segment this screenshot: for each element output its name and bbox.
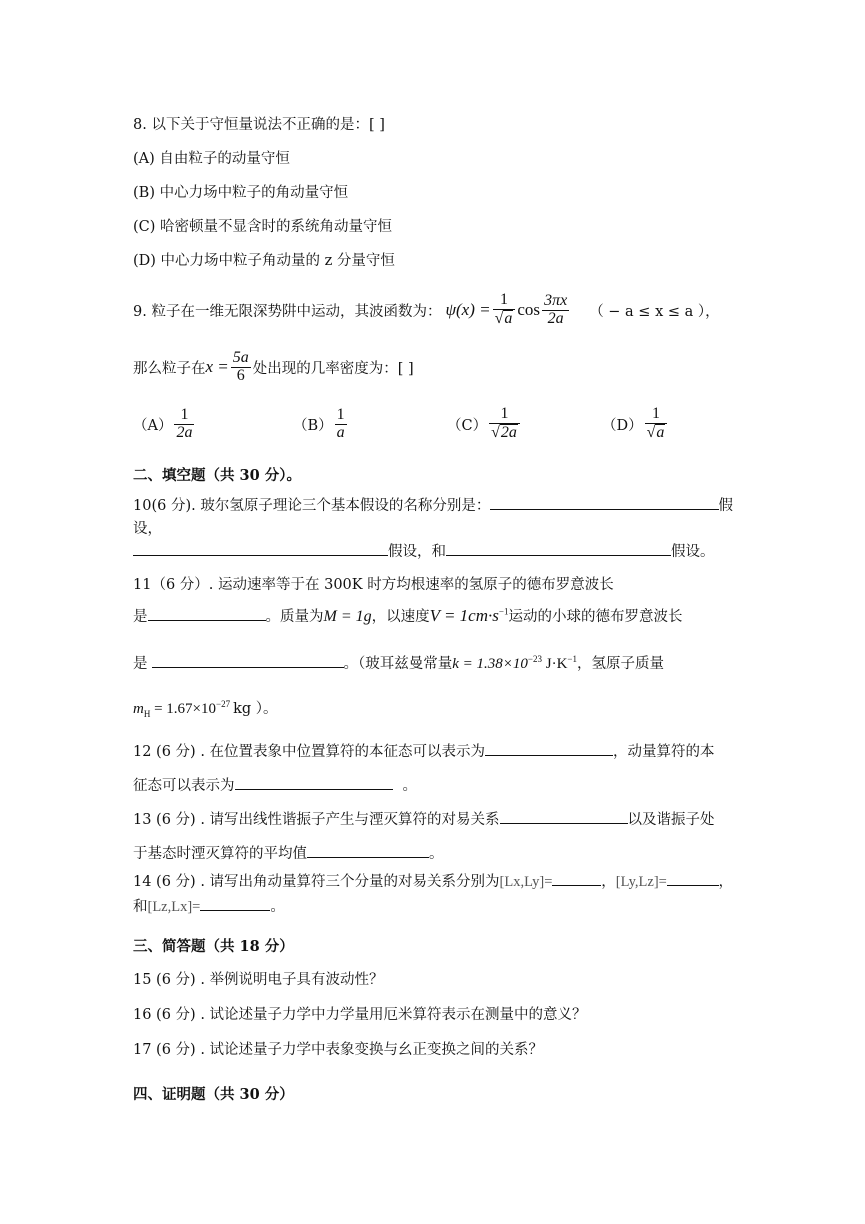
q11-speed-value bbox=[430, 606, 509, 626]
q9-option-b-num: 1 bbox=[336, 405, 345, 423]
q11-hydrogen-m: m bbox=[133, 701, 144, 717]
q12-blank-1[interactable] bbox=[485, 741, 613, 756]
q12-line-1 bbox=[133, 740, 733, 761]
q14-blank-3[interactable] bbox=[200, 896, 270, 911]
q11-mass-value: M = 1g bbox=[323, 608, 372, 625]
q9-line-2 bbox=[133, 343, 414, 391]
q13-line-1 bbox=[133, 808, 733, 829]
q11-blank-2[interactable] bbox=[152, 653, 344, 668]
q11-hydrogen-unit: kg ）。 bbox=[233, 701, 278, 717]
q12-prompt-2: 征态可以表示为 bbox=[133, 778, 235, 794]
q11-hydrogen-value: = 1.67×10 bbox=[150, 701, 217, 717]
q9-norm-sqrt: a bbox=[504, 310, 513, 327]
q11-hydrogen-sub: H bbox=[143, 709, 151, 719]
q13-suffix-1: 以及谐振子处 bbox=[627, 812, 715, 828]
q10-suffix-1: 假 bbox=[718, 498, 733, 514]
q8-option-a: (A) 自由粒子的动量守恒 bbox=[133, 151, 290, 167]
q9-option-a-den: 2a bbox=[176, 423, 193, 441]
q14-line-2 bbox=[133, 895, 285, 916]
q16: 16 (6 分) . 试论述量子力学中力学量用厄米算符表示在测量中的意义？ bbox=[133, 1007, 587, 1023]
q9-line-1 bbox=[133, 286, 720, 334]
q9-x-fraction bbox=[231, 350, 251, 385]
q12-line-2 bbox=[133, 774, 417, 795]
q8-option-d: (D) 中心力场中粒子角动量的 z 分量守恒 bbox=[133, 253, 395, 269]
q11-boltzmann-main: k = 1.38×10 bbox=[452, 656, 528, 672]
q11-boltzmann-label: 。（玻耳兹曼常量 bbox=[343, 656, 453, 672]
q10-line-3 bbox=[133, 540, 733, 561]
q11-line-2 bbox=[133, 605, 682, 626]
q13-end: 。 bbox=[429, 846, 444, 862]
q11-blank-1[interactable] bbox=[148, 606, 266, 621]
q9-option-d-num: 1 bbox=[652, 405, 661, 423]
q9-x-eq: x = bbox=[205, 357, 229, 376]
q13-prompt-2: 于基态时湮灭算符的平均值 bbox=[133, 846, 307, 862]
q10-suffix-3: 假设。 bbox=[671, 544, 715, 560]
q11-line-3 bbox=[133, 652, 733, 673]
q9-prefix: 9. 粒子在一维无限深势阱中运动，其波函数为： bbox=[133, 303, 442, 320]
q9-option-d bbox=[602, 400, 669, 448]
q9-option-d-fraction bbox=[645, 406, 668, 442]
q8-stem: 8. 以下关于守恒量说法不正确的是：[ ] bbox=[133, 117, 385, 133]
q9-option-b-label: （B） bbox=[293, 417, 333, 434]
q11-hydrogen-label: ，氢原子质量 bbox=[576, 656, 664, 672]
q9-line2-prefix: 那么粒子在 bbox=[133, 360, 206, 377]
q14-end: 。 bbox=[270, 899, 285, 915]
q9-option-c bbox=[447, 400, 522, 448]
q10-prompt: 10(6 分). 玻尔氢原子理论三个基本假设的名称分别是： bbox=[133, 498, 491, 514]
q10-blank-3[interactable] bbox=[446, 541, 671, 556]
q14-line-1 bbox=[133, 870, 733, 891]
q12-blank-2[interactable] bbox=[235, 775, 393, 790]
section-3-heading: 三、简答题（共 18 分） bbox=[133, 938, 294, 955]
q8-option-c: (C) 哈密顿量不显含时的系统角动量守恒 bbox=[133, 219, 393, 235]
q9-option-c-den: √2a bbox=[489, 423, 520, 442]
q14-commutator-xy: [Lx,Ly]= bbox=[499, 874, 553, 890]
section-2-heading: 二、填空题（共 30 分）。 bbox=[133, 467, 302, 484]
q11-line-1: 11（6 分）. 运动速率等于在 300K 时方均根速率的氢原子的德布罗意波长 bbox=[133, 577, 614, 593]
q10-suffix-2: 假设，和 bbox=[388, 544, 446, 560]
q11-boltzmann-unit-exp: −1 bbox=[567, 654, 577, 664]
q9-option-b-den: a bbox=[336, 423, 345, 441]
q9-x-num: 5a bbox=[232, 348, 249, 366]
q14-blank-1[interactable] bbox=[552, 871, 601, 886]
q10-blank-1[interactable] bbox=[490, 495, 718, 510]
q13-prompt: 13 (6 分) . 请写出线性谐振子产生与湮灭算符的对易关系 bbox=[133, 812, 500, 828]
q9-cos-fraction bbox=[542, 293, 569, 328]
q11-speed-label: ，以速度 bbox=[371, 609, 430, 625]
q9-option-a-fraction bbox=[174, 407, 194, 442]
q13-blank-2[interactable] bbox=[307, 843, 429, 858]
q9-norm-num: 1 bbox=[500, 291, 508, 309]
q9-psi: ψ(x) = bbox=[445, 300, 491, 319]
q9-line2-suffix: 处出现的几率密度为：[ ] bbox=[252, 360, 414, 377]
q11-is-2: 是 bbox=[133, 656, 148, 672]
q11-mass-label: 。质量为 bbox=[265, 609, 324, 625]
q11-is-1: 是 bbox=[133, 609, 148, 625]
q10-line-1 bbox=[133, 494, 733, 515]
q14-sep-2: ， bbox=[718, 874, 733, 890]
section-4-heading: 四、证明题（共 30 分） bbox=[133, 1086, 294, 1103]
q9-option-c-label: （C） bbox=[447, 417, 488, 434]
q11-hydrogen-exp: −27 bbox=[216, 699, 231, 709]
q9-x-den: 6 bbox=[231, 367, 251, 385]
q11-speed-exp: −1 bbox=[498, 606, 509, 617]
q9-norm-den: √a bbox=[493, 309, 516, 328]
q9-cos-num: 3πx bbox=[544, 291, 568, 309]
q11-line-4 bbox=[133, 697, 278, 719]
q10-blank-2[interactable] bbox=[133, 541, 388, 556]
q14-commutator-zx: [Lz,Lx]= bbox=[147, 899, 201, 915]
q9-option-a-num: 1 bbox=[180, 405, 189, 423]
q9-option-c-fraction bbox=[489, 406, 520, 442]
q14-sep: ， bbox=[601, 874, 616, 890]
q9-option-c-num: 1 bbox=[500, 405, 509, 423]
q13-line-2 bbox=[133, 842, 444, 863]
q9-option-b-fraction bbox=[335, 407, 347, 442]
q14-commutator-yz: [Ly,Lz]= bbox=[615, 874, 667, 890]
q14-prompt: 14 (6 分) . 请写出角动量算符三个分量的对易关系分别为 bbox=[133, 874, 500, 890]
q9-option-d-label: （D） bbox=[602, 417, 643, 434]
q9-option-d-sqrt: a bbox=[656, 424, 665, 441]
q11-hydrogen-mass bbox=[133, 699, 230, 719]
q10-line-2: 设， bbox=[133, 521, 162, 537]
q12-prompt: 12 (6 分) . 在位置表象中位置算符的本征态可以表示为 bbox=[133, 744, 486, 760]
q9-norm-fraction bbox=[493, 292, 516, 328]
q12-end: 。 bbox=[402, 778, 417, 794]
q9-option-d-den: √a bbox=[645, 423, 668, 442]
q11-boltzmann-value bbox=[452, 654, 577, 673]
q9-range: （ − a ≤ x ≤ a ）， bbox=[589, 303, 720, 320]
q15: 15 (6 分) . 举例说明电子具有波动性？ bbox=[133, 972, 384, 988]
q11-speed-main: V = 1cm·s bbox=[429, 606, 499, 625]
q9-cos-den: 2a bbox=[542, 310, 569, 328]
q11-boltzmann-exp: −23 bbox=[527, 654, 542, 664]
q11-speed-suffix: 运动的小球的德布罗意波长 bbox=[508, 609, 683, 625]
q9-option-c-sqrt: 2a bbox=[500, 424, 517, 441]
q14-and: 和 bbox=[133, 899, 148, 915]
q9-option-a bbox=[133, 400, 196, 448]
q9-option-b bbox=[293, 400, 349, 448]
q8-option-b: (B) 中心力场中粒子的角动量守恒 bbox=[133, 185, 349, 201]
q17: 17 (6 分) . 试论述量子力学中表象变换与幺正变换之间的关系？ bbox=[133, 1042, 544, 1058]
q11-boltzmann-unit: J·K bbox=[545, 656, 568, 672]
q9-cos: cos bbox=[517, 300, 541, 319]
q12-suffix-1: ，动量算符的本 bbox=[613, 744, 715, 760]
q13-blank-1[interactable] bbox=[500, 809, 628, 824]
q14-blank-2[interactable] bbox=[667, 871, 719, 886]
q9-option-a-label: （A） bbox=[133, 417, 173, 434]
